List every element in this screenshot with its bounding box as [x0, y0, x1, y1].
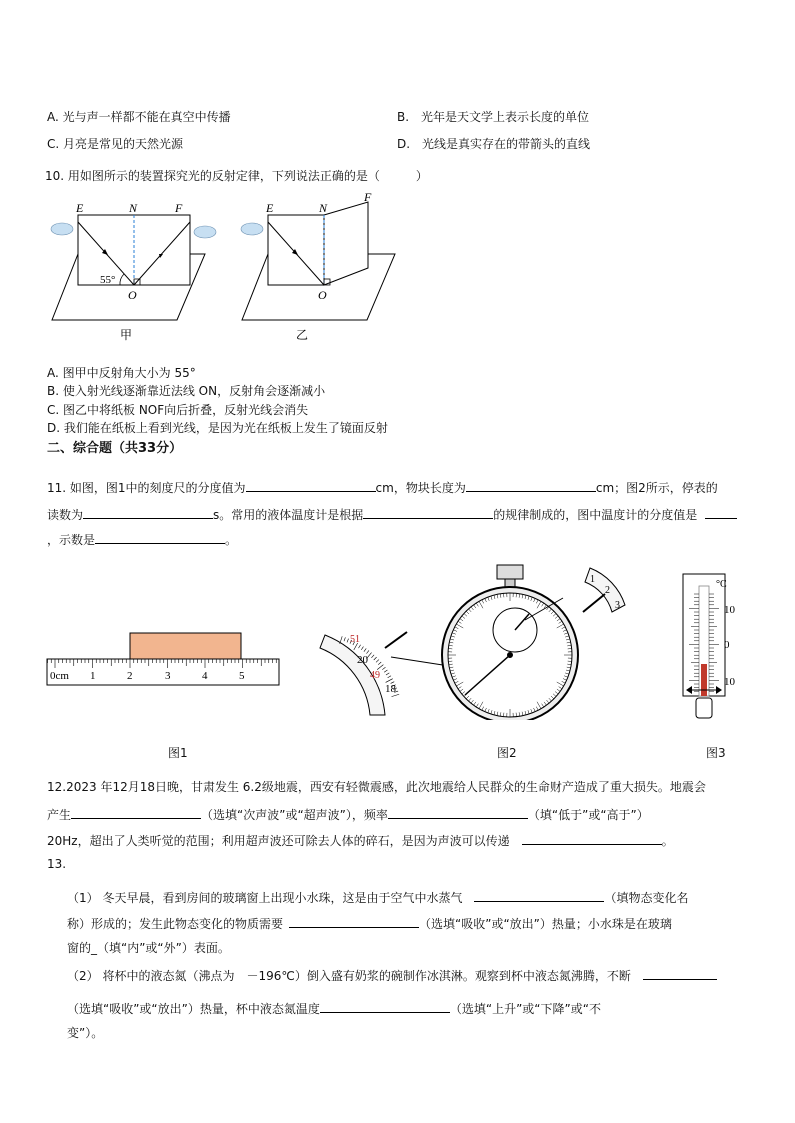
thermo-num: 0 [724, 639, 730, 651]
section-title: 二、综合题（共33分） [47, 441, 183, 456]
label-e: E [266, 201, 274, 215]
answer-blank[interactable] [643, 967, 717, 980]
q12-line1: 12.2023 年12月18日晚，甘肃发生 6.2级地震，西安有轻微震感，此次地震给人民群众的生命财产造成了重大损失。地震会 [47, 780, 706, 794]
caption-jia: 甲 [120, 328, 133, 342]
q11-line1 [47, 479, 718, 495]
thermo-unit: °C [716, 579, 727, 590]
q13-p2-line3: 变”）。 [67, 1026, 104, 1040]
q13-text: （填物态变化名 [604, 891, 689, 905]
answer-blank[interactable] [705, 506, 737, 519]
ruler-unit: 0cm [50, 670, 69, 682]
q11-text: 的规律制成的，图中温度计的分度值是 [493, 508, 698, 522]
label-e: E [76, 201, 84, 215]
label-n: N [319, 201, 328, 215]
q13-text: （选填“上升”或“下降”或“不 [449, 1002, 601, 1016]
ruler-num: 2 [127, 670, 133, 682]
q11-text: 读数为 [47, 508, 84, 522]
block [130, 633, 241, 659]
q11-text: cm，物块长度为 [375, 481, 466, 495]
sub-num: 1 [590, 574, 595, 585]
caption-fig2: 图2 [497, 746, 517, 760]
dial-num: 20 [357, 654, 368, 666]
dial-num: 49 [370, 670, 380, 681]
thermometer-bulb-holder [696, 698, 712, 718]
thermo-num: 10 [724, 676, 735, 688]
caption-yi: 乙 [296, 328, 309, 342]
hand-icon-left [51, 223, 73, 235]
q9-option-d: D. 光线是真实存在的带箭头的直线 [397, 137, 591, 151]
answer-blank[interactable] [71, 806, 201, 819]
ruler-num: 5 [239, 670, 245, 682]
q9-option-b: B. 光年是天文学上表示长度的单位 [397, 110, 590, 124]
q9-option-a: A. 光与声一样都不能在真空中传播 [47, 110, 231, 124]
q12-text: （选填“次声波”或“超声波”），频率 [201, 808, 388, 822]
q11-line2 [47, 506, 737, 522]
answer-blank[interactable] [388, 806, 528, 819]
answer-blank[interactable] [363, 506, 493, 519]
ruler-num: 1 [90, 670, 96, 682]
answer-blank[interactable] [246, 479, 376, 492]
reflection-figure-yi [230, 192, 410, 342]
hand-icon-right [194, 226, 216, 238]
thermo-num: 10 [724, 604, 735, 616]
q10-option-d: D. 我们能在纸板上看到光线，是因为光在纸板上发生了镜面反射 [47, 421, 388, 435]
q11-text: s。常用的液体温度计是根据 [213, 508, 364, 522]
q12-text: 20Hz，超出了人类听觉的范围；利用超声波还可除去人体的碎石，是因为声波可以传递 [47, 834, 510, 848]
q12-line3 [47, 832, 674, 848]
angle-label: 55° [100, 274, 116, 286]
thermometer-figure [678, 572, 748, 722]
q13-text: （选填“吸收”或“放出”）热量，杯中液态氮温度 [67, 1002, 320, 1016]
answer-blank[interactable] [522, 832, 662, 845]
answer-blank[interactable] [466, 479, 596, 492]
stopwatch-figure [315, 560, 645, 720]
label-n: N [129, 201, 138, 215]
answer-blank[interactable] [95, 531, 225, 544]
q10-option-a: A. 图甲中反射角大小为 55° [47, 366, 196, 380]
q11-text: 。 [225, 533, 238, 547]
answer-blank[interactable] [320, 1000, 450, 1013]
dial-num: 18 [385, 683, 396, 695]
liquid-column [701, 664, 707, 696]
q12-line2 [47, 806, 649, 822]
hand-icon [241, 223, 263, 235]
answer-blank[interactable] [289, 915, 419, 928]
reflection-figure-jia [40, 192, 220, 342]
q13-p1-line1 [67, 889, 688, 905]
q9-option-c: C. 月亮是常见的天然光源 [47, 137, 184, 151]
ruler-figure [45, 628, 285, 690]
sub-num: 2 [605, 585, 610, 596]
caption-fig3: 图3 [706, 746, 726, 760]
q10-option-c: C. 图乙中将纸板 NOF向后折叠，反射光线会消失 [47, 403, 309, 417]
answer-blank[interactable] [474, 889, 604, 902]
label-f: F [175, 201, 183, 215]
q13-text: 称）形成的；发生此物态变化的物质需要 [67, 917, 284, 931]
q10-stem: 10. 用如图所示的装置探究光的反射定律，下列说法正确的是（ ） [45, 169, 428, 183]
label-f: F [364, 192, 372, 204]
q13-p1-line2 [67, 915, 672, 931]
q13-text: （选填“吸收”或“放出”）热量；小水珠是在玻璃 [419, 917, 672, 931]
ruler-num: 3 [165, 670, 171, 682]
q13-p2-line1 [67, 967, 717, 983]
q11-line3 [47, 531, 237, 547]
q11-text: 11. 如图，图1中的刻度尺的分度值为 [47, 481, 246, 495]
q13-text: （2） 将杯中的液态氮（沸点为 －196℃）倒入盛有奶浆的碗制作冰淇淋。观察到杯中液态氮沸腾，不断 [67, 969, 631, 983]
ruler-num: 4 [202, 670, 208, 682]
q12-text: （填“低于”或“高于”） [527, 808, 649, 822]
dial-num: 51 [350, 634, 360, 645]
q11-text: ，示数是 [47, 533, 96, 547]
q13-p2-line2 [67, 1000, 601, 1016]
q11-text: cm；图2所示，停表的 [595, 481, 718, 495]
label-o: O [128, 288, 137, 302]
q13-text: （1） 冬天早晨，看到房间的玻璃窗上出现小水珠，这是由于空气中水蒸气 [67, 891, 463, 905]
label-o: O [318, 288, 327, 302]
sub-num: 3 [615, 600, 620, 611]
q13-p1-line3: 窗的_（填“内”或“外”）表面。 [67, 941, 230, 955]
answer-blank[interactable] [83, 506, 213, 519]
q10-option-b: B. 使入射光线逐渐靠近法线 ON，反射角会逐渐减小 [47, 384, 326, 398]
q12-text: 。 [661, 834, 674, 848]
q12-text: 产生 [47, 808, 72, 822]
q13-number: 13. [47, 857, 67, 871]
caption-fig1: 图1 [168, 746, 188, 760]
